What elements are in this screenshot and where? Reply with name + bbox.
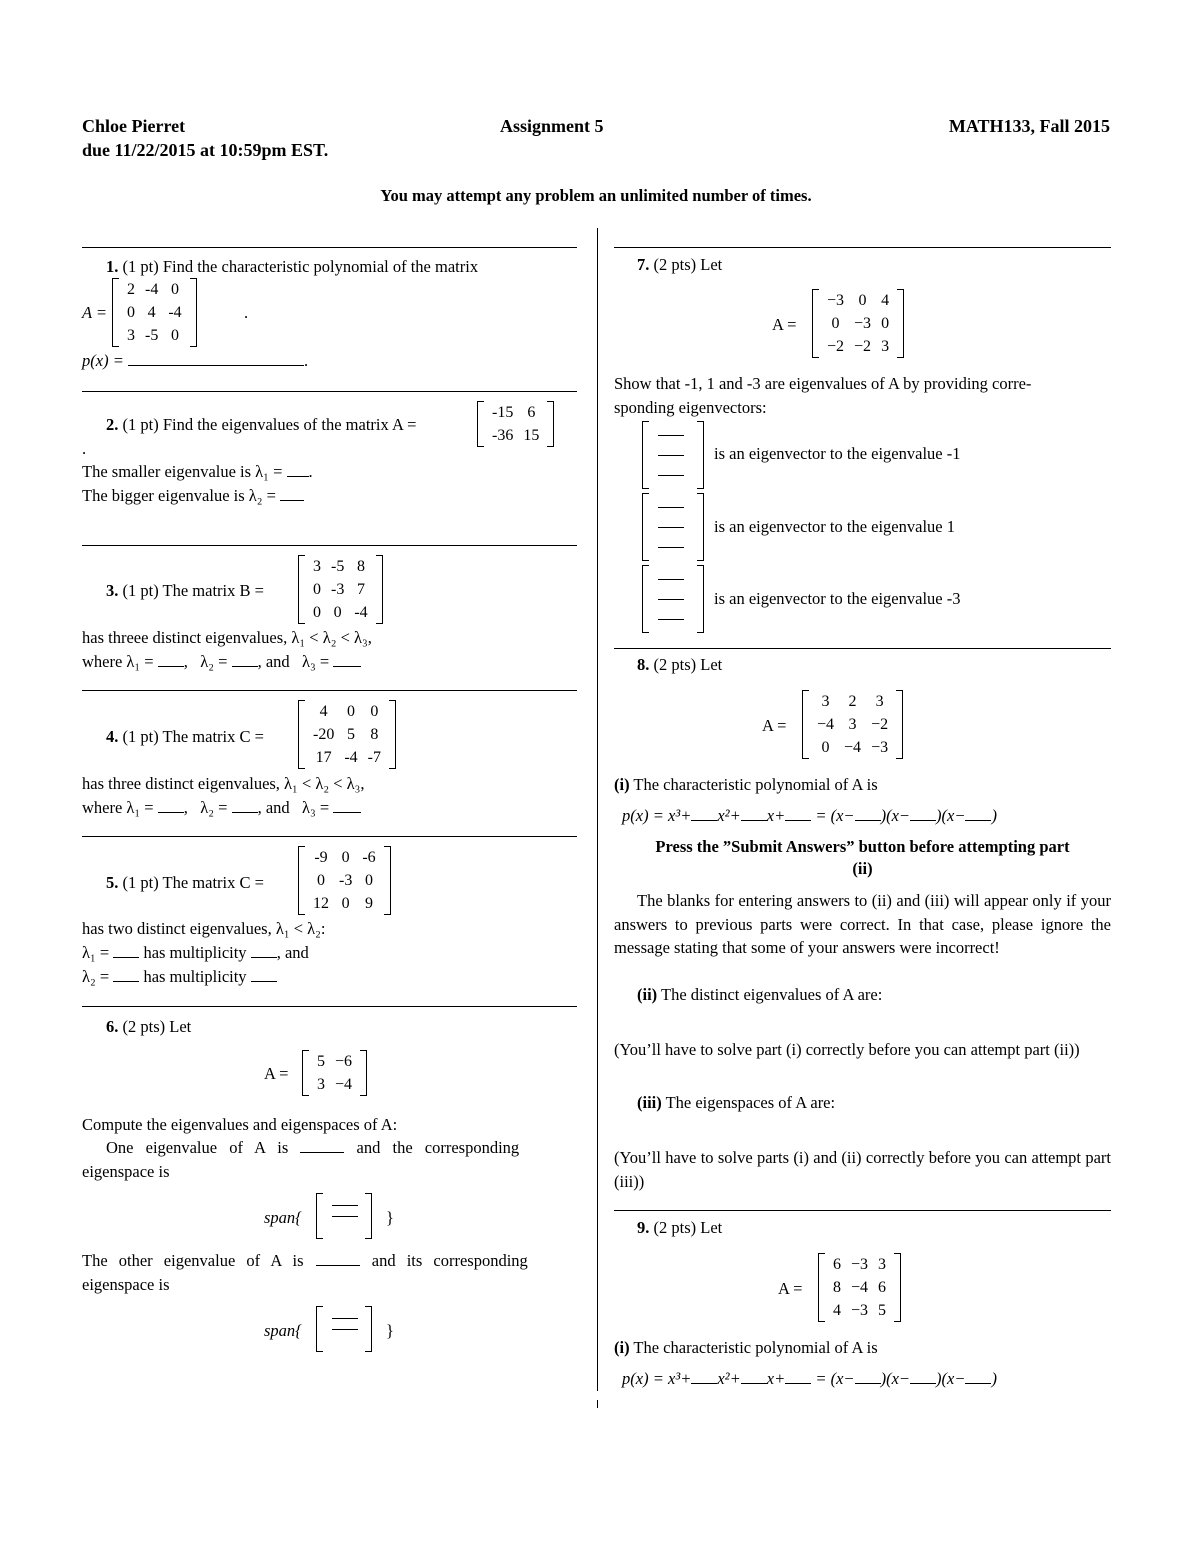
matrix-cell: -4 bbox=[344, 749, 358, 766]
matrix-cell: 8 bbox=[356, 558, 365, 575]
problem-9-matrix bbox=[818, 1253, 901, 1322]
answer-blank[interactable] bbox=[658, 507, 684, 508]
answer-blank[interactable] bbox=[332, 1318, 358, 1319]
problem-6-span-vector-1 bbox=[316, 1193, 372, 1239]
problem-7-statement: 7. (2 pts) Let bbox=[637, 255, 723, 274]
problem-2-bigger: The bigger eigenvalue is λ₂ = bbox=[82, 485, 304, 507]
problem-3-statement: 3. (1 pt) The matrix B = bbox=[106, 581, 264, 600]
eigenvector-1-text: is an eigenvector to the eigenvalue -1 bbox=[714, 444, 961, 463]
answer-blank[interactable] bbox=[691, 808, 717, 821]
matrix-cell: -3 bbox=[331, 581, 345, 598]
matrix-cell: 3 bbox=[127, 327, 135, 344]
problem-4-statement: 4. (1 pt) The matrix C = bbox=[106, 727, 264, 746]
matrix-cell: 9 bbox=[364, 895, 373, 912]
matrix-cell: -3 bbox=[339, 872, 353, 889]
answer-blank[interactable] bbox=[113, 945, 139, 958]
answer-blank[interactable] bbox=[741, 808, 767, 821]
problem-9-statement: 9. (2 pts) Let bbox=[637, 1218, 723, 1237]
problem-8-polynomial: p(x) = x³+ x²+ x+ = (x− )(x− )(x− ) bbox=[622, 806, 997, 825]
matrix-cell: 6 bbox=[833, 1256, 841, 1273]
problem-7-matrix bbox=[812, 289, 904, 358]
matrix-cell: 3 bbox=[848, 716, 857, 733]
answer-blank[interactable] bbox=[910, 808, 936, 821]
answer-blank[interactable] bbox=[332, 1205, 358, 1206]
problem-8-lhs: A = bbox=[762, 716, 787, 735]
problem-6-eigenspace-2: eigenspace is bbox=[82, 1275, 170, 1294]
matrix-cell: 6 bbox=[878, 1279, 887, 1296]
problem-2-matrix bbox=[477, 401, 554, 447]
answer-blank[interactable] bbox=[658, 619, 684, 620]
matrix-cell: 0 bbox=[317, 872, 325, 889]
matrix-cell: -36 bbox=[492, 427, 514, 444]
eigenvector-2-text: is an eigenvector to the eigenvalue 1 bbox=[714, 517, 955, 536]
matrix-cell: 0 bbox=[370, 703, 379, 720]
matrix-cell: 0 bbox=[821, 739, 830, 756]
matrix-cell: −4 bbox=[851, 1279, 869, 1296]
answer-blank[interactable] bbox=[333, 800, 361, 813]
matrix-cell: 5 bbox=[317, 1053, 325, 1070]
matrix-cell: 4 bbox=[319, 703, 328, 720]
part-ii-note: (You’ll have to solve part (i) correctly before you can attempt part (ii)) bbox=[614, 1040, 1080, 1059]
problem-2-dot: . bbox=[82, 439, 87, 458]
answer-blank[interactable] bbox=[316, 1253, 360, 1266]
matrix-cell: -4 bbox=[168, 304, 182, 321]
problem-8-matrix bbox=[802, 690, 903, 759]
matrix-cell: 0 bbox=[364, 872, 373, 889]
press-submit-note: Press the ”Submit Answers” button before attempting part bbox=[655, 837, 1070, 856]
problem-3-line1: has threee distinct eigenvalues, λ₁ < λ₂ < λ₃, bbox=[82, 628, 372, 647]
matrix-cell: 6 bbox=[527, 404, 536, 421]
answer-blank[interactable] bbox=[658, 579, 684, 580]
answer-blank[interactable] bbox=[232, 800, 258, 813]
divider bbox=[82, 690, 577, 691]
problem-8-part-i: (i) The characteristic polynomial of A is bbox=[614, 775, 878, 794]
matrix-cell: 5 bbox=[878, 1302, 887, 1319]
matrix-cell: −3 bbox=[851, 1302, 869, 1319]
answer-blank[interactable] bbox=[332, 1329, 358, 1330]
matrix-cell: −3 bbox=[854, 315, 872, 332]
problem-1-statement: 1. (1 pt) Find the characteristic polynomial of the matrix bbox=[106, 257, 479, 276]
problem-5-lambda2: λ₂ = has multiplicity bbox=[82, 966, 277, 988]
column-divider-tick bbox=[597, 1400, 598, 1408]
matrix-cell: 0 bbox=[313, 581, 321, 598]
divider bbox=[614, 648, 1111, 649]
problem-5-matrix bbox=[298, 846, 391, 915]
matrix-cell: -9 bbox=[314, 849, 328, 866]
problem-4-line1: has three distinct eigenvalues, λ₁ < λ₂ < λ₃, bbox=[82, 774, 365, 793]
matrix-cell: 0 bbox=[127, 304, 135, 321]
problem-6-one: One eigenvalue of A is and the corresponding bbox=[106, 1138, 520, 1157]
problem-6-statement: 6. (2 pts) Let bbox=[106, 1017, 192, 1036]
matrix-cell: 8 bbox=[833, 1279, 841, 1296]
matrix-cell: 0 bbox=[346, 703, 355, 720]
problem-6-span-vector-2 bbox=[316, 1306, 372, 1352]
matrix-cell: 3 bbox=[878, 1256, 887, 1273]
matrix-cell: −6 bbox=[335, 1053, 353, 1070]
divider bbox=[614, 1210, 1111, 1211]
matrix-cell: 4 bbox=[881, 292, 890, 309]
matrix-cell: 0 bbox=[858, 292, 867, 309]
matrix-cell: 4 bbox=[147, 304, 156, 321]
problem-9-polynomial: p(x) = x³+ x²+ x+ = (x− )(x− )(x− ) bbox=[622, 1369, 997, 1388]
problem-7-show2: sponding eigenvectors: bbox=[614, 398, 767, 417]
answer-blank[interactable] bbox=[658, 547, 684, 548]
problem-2-smaller: The smaller eigenvalue is λ₁ = . bbox=[82, 462, 313, 481]
matrix-cell: 2 bbox=[127, 281, 135, 298]
problem-5-statement: 5. (1 pt) The matrix C = bbox=[106, 873, 264, 892]
press-submit-note-2: (ii) bbox=[852, 859, 873, 878]
matrix-cell: -4 bbox=[354, 604, 368, 621]
divider bbox=[82, 1006, 577, 1007]
matrix-cell: -15 bbox=[492, 404, 514, 421]
due-date: due 11/22/2015 at 10:59pm EST. bbox=[82, 140, 329, 160]
answer-blank[interactable] bbox=[158, 654, 184, 667]
matrix-cell: 5 bbox=[346, 726, 355, 743]
problem-3-matrix bbox=[298, 555, 383, 624]
assignment-title: Assignment 5 bbox=[500, 116, 604, 136]
matrix-cell: 0 bbox=[341, 849, 350, 866]
problem-1-answer: p(x) = . bbox=[82, 351, 309, 370]
blanks-paragraph: The blanks for entering answers to (ii) and (iii) will appear only if your answers to previous parts were correct. In that case, please ignore the message stating that some of your answers were incorrect! bbox=[614, 891, 1111, 957]
matrix-cell: 3 bbox=[881, 338, 890, 355]
part-iii-note: (You’ll have to solve parts (i) and (ii) correctly before you can attempt part (iii)) bbox=[614, 1148, 1111, 1191]
problem-6-span-close-1: } bbox=[386, 1208, 394, 1227]
course-name: MATH133, Fall 2015 bbox=[948, 116, 1110, 136]
student-name: Chloe Pierret bbox=[82, 116, 186, 136]
matrix-cell: −4 bbox=[335, 1076, 353, 1093]
eigenvector-2 bbox=[642, 493, 704, 561]
problem-7-lhs: A = bbox=[772, 315, 797, 334]
divider bbox=[82, 247, 577, 248]
matrix-cell: -5 bbox=[145, 327, 159, 344]
matrix-cell: 0 bbox=[341, 895, 350, 912]
matrix-cell: -20 bbox=[313, 726, 335, 743]
problem-9-lhs: A = bbox=[778, 1279, 803, 1298]
problem-3-where: where λ₁ = , λ₂ = , and λ₃ = bbox=[82, 651, 361, 673]
column-divider bbox=[597, 228, 598, 1391]
answer-blank[interactable] bbox=[280, 488, 304, 501]
problem-5-lambda1: λ₁ = has multiplicity , and bbox=[82, 943, 309, 962]
matrix-cell: 0 bbox=[170, 281, 179, 298]
matrix-cell: −3 bbox=[871, 739, 889, 756]
answer-blank[interactable] bbox=[287, 464, 309, 477]
answer-blank[interactable] bbox=[658, 475, 684, 476]
matrix-cell: 0 bbox=[881, 315, 890, 332]
matrix-cell: −2 bbox=[871, 716, 889, 733]
problem-5-line1: has two distinct eigenvalues, λ₁ < λ₂: bbox=[82, 919, 326, 938]
intro-text: You may attempt any problem an unlimited number of times. bbox=[380, 186, 812, 205]
answer-blank[interactable] bbox=[691, 1371, 717, 1384]
divider bbox=[82, 545, 577, 546]
matrix-cell: −2 bbox=[854, 338, 872, 355]
answer-blank[interactable] bbox=[658, 527, 684, 528]
matrix-cell: 3 bbox=[875, 693, 884, 710]
problem-1-lhs: A = bbox=[82, 303, 108, 322]
answer-blank[interactable] bbox=[965, 1371, 991, 1384]
problem-6-span-close-2: } bbox=[386, 1321, 394, 1340]
matrix-cell: 2 bbox=[848, 693, 857, 710]
answer-blank[interactable] bbox=[300, 1140, 344, 1153]
matrix-cell: 0 bbox=[831, 315, 840, 332]
problem-7-show: Show that -1, 1 and -3 are eigenvalues of A by providing corre- bbox=[614, 374, 1032, 393]
problem-6-span-1: span{ bbox=[264, 1208, 302, 1227]
matrix-cell: -4 bbox=[145, 281, 159, 298]
answer-blank[interactable] bbox=[232, 654, 258, 667]
divider bbox=[82, 391, 577, 392]
matrix-cell: −4 bbox=[817, 716, 835, 733]
answer-blank[interactable] bbox=[855, 808, 881, 821]
matrix-cell: 12 bbox=[313, 895, 329, 912]
answer-blank[interactable] bbox=[658, 599, 684, 600]
answer-blank[interactable] bbox=[910, 1371, 936, 1384]
problem-8-part-iii: (iii) The eigenspaces of A are: bbox=[637, 1093, 836, 1112]
matrix-cell: -5 bbox=[331, 558, 345, 575]
answer-blank[interactable] bbox=[333, 654, 361, 667]
matrix-cell: −3 bbox=[851, 1256, 869, 1273]
problem-6-span-2: span{ bbox=[264, 1321, 302, 1340]
matrix-cell: 7 bbox=[356, 581, 365, 598]
answer-blank[interactable] bbox=[128, 353, 304, 366]
answer-blank[interactable] bbox=[158, 800, 184, 813]
eigenvector-1 bbox=[642, 421, 704, 489]
answer-blank[interactable] bbox=[251, 969, 277, 982]
answer-blank[interactable] bbox=[785, 808, 811, 821]
answer-blank[interactable] bbox=[113, 969, 139, 982]
problem-9-part-i: (i) The characteristic polynomial of A is bbox=[614, 1338, 878, 1357]
matrix-cell: 3 bbox=[821, 693, 830, 710]
problem-4-matrix bbox=[298, 700, 396, 769]
matrix-cell: 17 bbox=[315, 749, 332, 766]
divider bbox=[82, 836, 577, 837]
answer-blank[interactable] bbox=[332, 1216, 358, 1217]
matrix-cell: 0 bbox=[333, 604, 342, 621]
answer-blank[interactable] bbox=[658, 455, 684, 456]
eigenvector-3-text: is an eigenvector to the eigenvalue -3 bbox=[714, 589, 961, 608]
matrix-cell: -7 bbox=[367, 749, 381, 766]
problem-1-period: . bbox=[244, 303, 249, 322]
matrix-cell: 4 bbox=[833, 1302, 841, 1319]
matrix-cell: 0 bbox=[170, 327, 179, 344]
problem-6-eigenspace: eigenspace is bbox=[82, 1162, 170, 1181]
matrix-cell: -6 bbox=[362, 849, 376, 866]
matrix-cell: −3 bbox=[827, 292, 845, 309]
problem-6-lhs: A = bbox=[264, 1064, 289, 1083]
matrix-cell: 3 bbox=[317, 1076, 325, 1093]
answer-blank[interactable] bbox=[658, 435, 684, 436]
problem-8-part-ii: (ii) The distinct eigenvalues of A are: bbox=[637, 985, 883, 1004]
problem-4-where: where λ₁ = , λ₂ = , and λ₃ = bbox=[82, 797, 361, 819]
divider bbox=[614, 247, 1111, 248]
answer-blank[interactable] bbox=[785, 1371, 811, 1384]
matrix-cell: 0 bbox=[313, 604, 321, 621]
problem-6-compute: Compute the eigenvalues and eigenspaces of A: bbox=[82, 1115, 398, 1134]
matrix-cell: −2 bbox=[827, 338, 845, 355]
problem-8-statement: 8. (2 pts) Let bbox=[637, 655, 723, 674]
answer-blank[interactable] bbox=[965, 808, 991, 821]
answer-blank[interactable] bbox=[855, 1371, 881, 1384]
matrix-cell: −4 bbox=[844, 739, 862, 756]
matrix-cell: 15 bbox=[523, 427, 540, 444]
matrix-cell: 8 bbox=[370, 726, 379, 743]
eigenvector-3 bbox=[642, 565, 704, 633]
problem-6-other: The other eigenvalue of A is and its corresponding bbox=[82, 1251, 528, 1270]
problem-2-statement: 2. (1 pt) Find the eigenvalues of the matrix A = bbox=[106, 415, 417, 434]
problem-6-matrix bbox=[302, 1050, 367, 1096]
answer-blank[interactable] bbox=[741, 1371, 767, 1384]
problem-1-matrix bbox=[112, 278, 197, 347]
answer-blank[interactable] bbox=[251, 945, 277, 958]
matrix-cell: 3 bbox=[313, 558, 321, 575]
